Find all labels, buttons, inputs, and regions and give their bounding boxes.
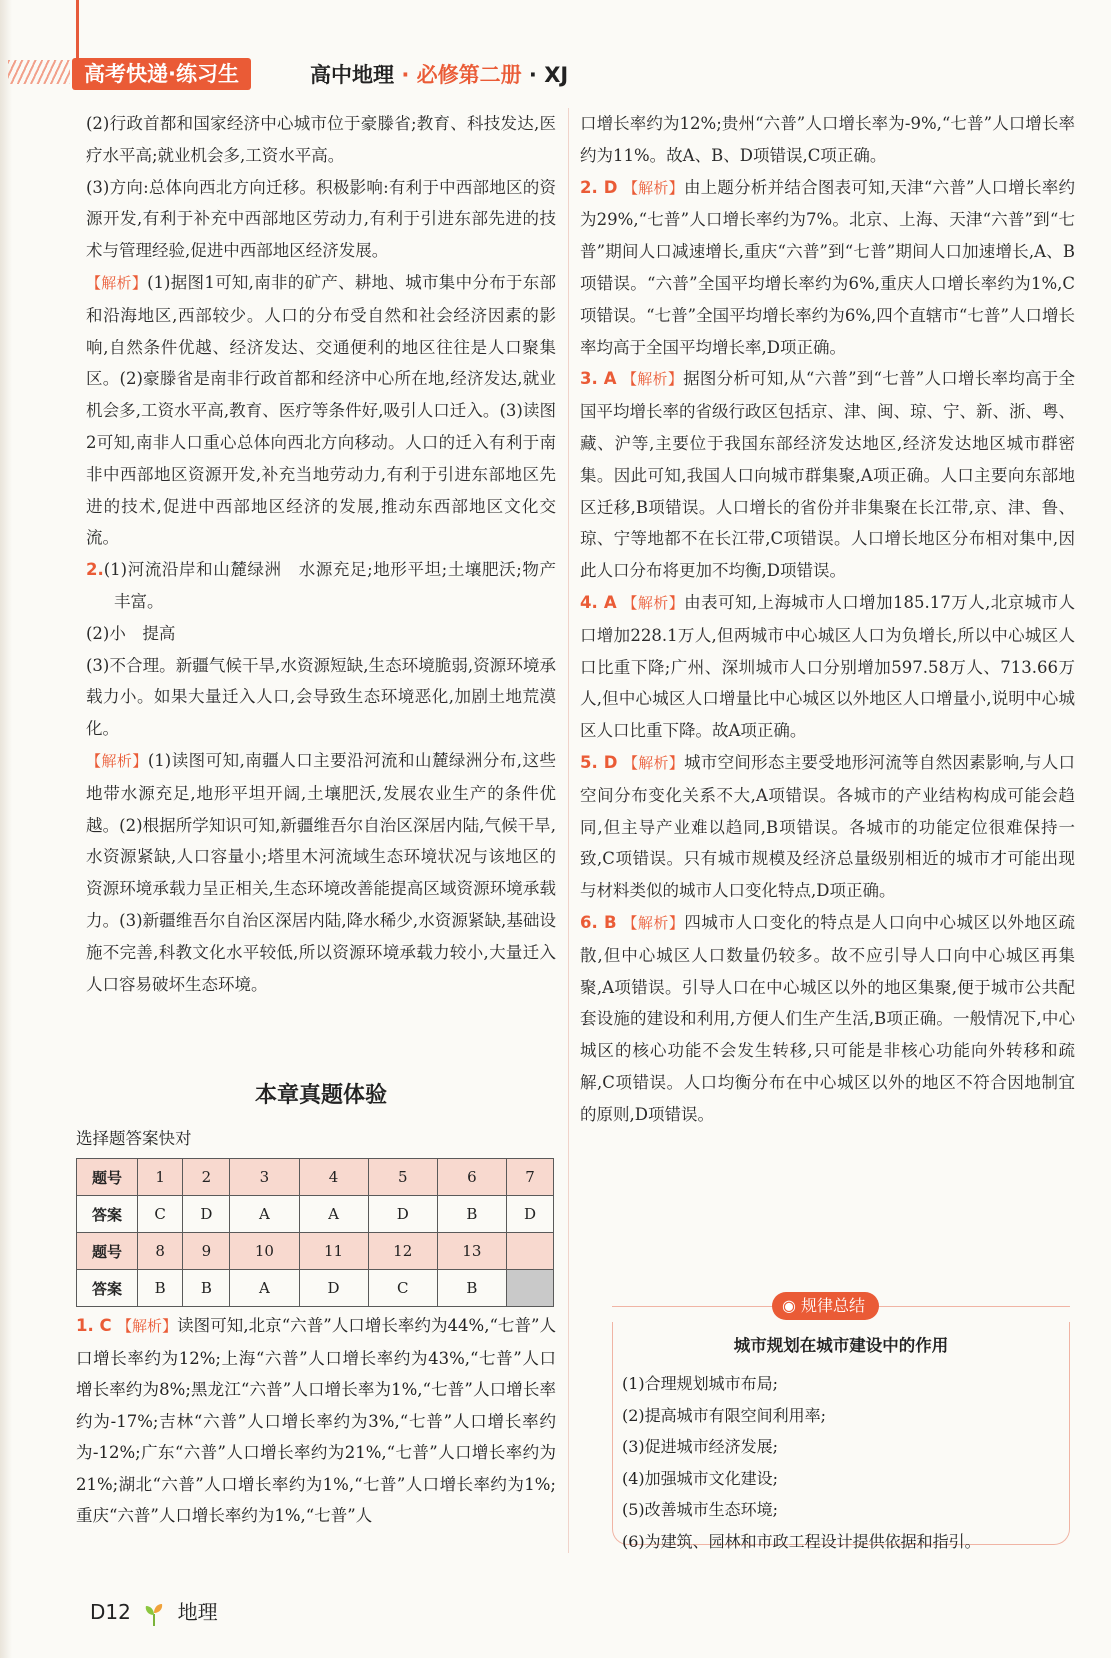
- analysis-tag: 【解析】: [622, 753, 685, 772]
- list-item: (3)促进城市经济发展;: [622, 1437, 779, 1456]
- question-2-analysis: [580, 172, 1075, 364]
- question-2-answer: [86, 554, 556, 618]
- book-label: 必修第二册: [416, 63, 522, 87]
- table-cell: B: [183, 1270, 230, 1307]
- list-item: (1)合理规划城市布局;: [622, 1374, 779, 1393]
- analysis-tag: 【解析】: [86, 273, 148, 292]
- table-empty-cell: [506, 1270, 553, 1307]
- left-column: [86, 108, 556, 1000]
- analysis-tag: 【解析】: [622, 593, 685, 612]
- table-cell: 1: [138, 1159, 183, 1196]
- question-number: 1. C: [76, 1316, 112, 1335]
- list-item: (5)改善城市生态环境;: [622, 1500, 779, 1519]
- table-cell: D: [506, 1196, 553, 1233]
- table-empty-cell: [506, 1233, 553, 1270]
- table-cell: 4: [299, 1159, 368, 1196]
- question-number: 4. A: [580, 592, 617, 612]
- table-cell: 13: [437, 1233, 506, 1270]
- table-cell: D: [368, 1196, 437, 1233]
- paragraph: 口增长率约为12%;贵州“六普”人口增长率为-9%,“七普”人口增长率约为11%。故A、B、D项错误,C项正确。: [580, 114, 1075, 165]
- analysis-text: 据图分析可知,从“六普”到“七普”人口增长率均高于全国平均增长率的省级行政区包括京、津、闽、琼、宁、新、浙、粤、藏、沪等,主要位于我国东部经济发达地区,经济发达地区城市群密集。因此可知,我国人口向城市群集聚,A项正确。人口主要向东部地区迁移,B项错误。人口增长的省份并非集聚在长江带,京、津、鲁、琼、宁等地都不在长江带,C项错误。人口增长地区分布相对集中,因此人口分布将更加不均衡,D项错误。: [580, 369, 1075, 581]
- question-5-analysis: [580, 747, 1075, 907]
- table-cell: 10: [230, 1233, 299, 1270]
- table-cell: A: [230, 1270, 299, 1307]
- header-hatch-decoration: [8, 60, 70, 84]
- page-footer: [90, 1596, 218, 1626]
- table-cell: B: [138, 1270, 183, 1307]
- table-row: [77, 1270, 554, 1307]
- analysis-paragraph: [86, 267, 556, 554]
- analysis-text: (1)读图可知,南疆人口主要沿河流和山麓绿洲分布,这些地带水源充足,地形平坦开阔,土壤肥沃,发展农业生产的条件优越。(2)根据所学知识可知,新疆维吾尔自治区深居内陆,气候干旱,水资源紧缺,人口容量小;塔里木河流域生态环境状况与该地区的资源环境承载力呈正相关,生态环境改善能提高区域资源环境承载力。(3)新疆维吾尔自治区深居内陆,降水稀少,水资源紧缺,基础设施不完善,科教文化水平较低,所以资源环境承载力较小,大量迁入人口容易破坏生态环境。: [86, 750, 556, 994]
- table-row: [77, 1196, 554, 1233]
- table-cell: B: [437, 1196, 506, 1233]
- table-cell: C: [138, 1196, 183, 1233]
- question-number: 2. D: [580, 177, 618, 197]
- table-cell: A: [230, 1196, 299, 1233]
- question-number: 2.: [86, 560, 104, 580]
- table-row: [77, 1233, 554, 1270]
- column-divider: [568, 108, 569, 1553]
- analysis-text: 四城市人口变化的特点是人口向中心城区以外地区疏散,但中心城区人口数量仍较多。故不应引导人口向中心城区再集聚,A项错误。引导人口在中心城区以外的地区集聚,便于城市公共配套设施的建设和利用,方便人们生产生活,B项正确。一般情况下,中心城区的核心功能不会发生转移,只可能是非核心功能向外转移和疏解,C项错误。人口均衡分布在中心城区以外的地区不符合因地制宜的原则,D项错误。: [580, 912, 1075, 1124]
- list-item: (4)加强城市文化建设;: [622, 1468, 779, 1488]
- table-header-cell: 答案: [77, 1270, 138, 1307]
- sprout-icon: [143, 1602, 165, 1626]
- question-number: 6. B: [580, 912, 617, 932]
- summary-badge-label: 规律总结: [801, 1296, 866, 1315]
- table-cell: 11: [299, 1233, 368, 1270]
- analysis-tag: 【解析】: [622, 913, 685, 932]
- question-number: 3. A: [580, 369, 617, 389]
- question-3-analysis: [580, 363, 1075, 587]
- list-item: (6)为建筑、园林和市政工程设计提供依据和指引。: [622, 1531, 981, 1551]
- analysis-paragraph: [86, 745, 556, 1000]
- table-cell: 2: [183, 1159, 230, 1196]
- paragraph: (2)行政首都和国家经济中心城市位于豪滕省;教育、科技发达,医疗水平高;就业机会多,工资水平高。: [86, 114, 556, 165]
- question-6-analysis: [580, 907, 1075, 1131]
- title-separator: ·: [401, 63, 410, 87]
- summary-badge: [772, 1292, 879, 1320]
- question-number: 5. D: [580, 752, 618, 772]
- answer-table: [76, 1158, 554, 1307]
- book-title: [310, 60, 568, 90]
- table-cell: 9: [183, 1233, 230, 1270]
- table-cell: D: [299, 1270, 368, 1307]
- table-cell: 5: [368, 1159, 437, 1196]
- brand-label: 高考快递·练习生: [72, 58, 251, 90]
- table-cell: C: [368, 1270, 437, 1307]
- paragraph: (3)方向:总体向西北方向迁移。积极影响:有利于中西部地区的资源开发,有利于补充中西部地区劳动力,有利于引进东部先进的技术与管理经验,促进中西部地区经济发展。: [86, 177, 556, 261]
- subject-label: 高中地理: [310, 63, 394, 87]
- table-cell: D: [183, 1196, 230, 1233]
- analysis-tag: 【解析】: [86, 751, 148, 770]
- table-cell: B: [437, 1270, 506, 1307]
- table-header-cell: 题号: [77, 1159, 138, 1196]
- analysis-text: 由上题分析并结合图表可知,天津“六普”人口增长率约为29%,“七普”人口增长率约为7%。北京、上海、天津“六普”到“七普”期间人口减速增长,重庆“六普”到“七普”期间人口加速增长,A、B项错误。“六普”全国平均增长率约为6%,重庆人口增长率约为1%,C项错误。“七普”全国平均增长率约为6%,四个直辖市“七普”人口增长率均高于全国平均增长率,D项正确。: [580, 177, 1075, 357]
- answer-table-title: 选择题答案快对: [76, 1129, 192, 1148]
- analysis-tag: 【解析】: [116, 1317, 178, 1335]
- right-column: [580, 108, 1075, 1131]
- page-edge: [0, 0, 12, 1658]
- section-title: 本章真题体验: [254, 1083, 387, 1108]
- table-cell: 8: [138, 1233, 183, 1270]
- analysis-text: 由表可知,上海城市人口增加185.17万人,北京城市人口增加228.1万人,但两城市中心城区人口为负增长,所以中心城区人口比重下降;广州、深圳城市人口分别增加597.58万人、713.66万人,但中心城区人口增量比中心城区以外地区人口增量小,说明中心城区人口比重下降。故A项正确。: [580, 592, 1075, 741]
- analysis-text: (1)据图1可知,南非的矿产、耕地、城市集中分布于东部和沿海地区,西部较少。人口的分布受自然和社会经济因素的影响,自然条件优越、经济发达、交通便利的地区往往是人口聚集区。(2)豪滕省是南非行政首都和经济中心所在地,经济发达,就业机会多,工资水平高,教育、医疗等条件好,吸引人口迁入。(3)读图2可知,南非人口重心总体向西北方向移动。人口的迁入有利于南非中西部地区资源开发,补充当地劳动力,有利于引进东部地区先进的技术,促进中西部地区经济的发展,推动东西部地区文化交流。: [86, 272, 556, 548]
- table-row: [77, 1159, 554, 1196]
- answer-text: (1)河流沿岸和山麓绿洲 水源充足;地形平坦;土壤肥沃;物产丰富。: [103, 560, 556, 611]
- question-4-analysis: [580, 587, 1075, 747]
- paragraph: (2)小 提高: [86, 623, 176, 643]
- table-cell: 3: [230, 1159, 299, 1196]
- table-cell: 6: [437, 1159, 506, 1196]
- summary-icon: ◉: [782, 1296, 802, 1315]
- analysis-tag: 【解析】: [622, 178, 684, 197]
- table-cell: A: [299, 1196, 368, 1233]
- table-header-cell: 题号: [77, 1233, 138, 1270]
- summary-list: [622, 1368, 1062, 1557]
- edition-label: · XJ: [528, 63, 569, 87]
- paragraph: (3)不合理。新疆气候干旱,水资源短缺,生态环境脆弱,资源环境承载力小。如果大量迁入人口,会导致生态环境恶化,加剧土地荒漠化。: [86, 655, 556, 739]
- footer-subject: 地理: [177, 1600, 218, 1624]
- list-item: (2)提高城市有限空间利用率;: [622, 1405, 827, 1425]
- analysis-text: 读图可知,北京“六普”人口增长率约为44%,“七普”人口增长率约为12%;上海“六普”人口增长率约为43%,“七普”人口增长率约为8%;黑龙江“六普”人口增长率为1%,“七普”人口增长率约为-17%;吉林“六普”人口增长率约为3%,“七普”人口增长率约为-12%;广东“六普”人口增长率约为21%,“七普”人口增长率约为21%;湖北“六普”人口增长率约为1%,“七普”人口增长率约为1%;重庆“六普”人口增长率约为1%,“七普”人: [76, 1316, 557, 1525]
- page-number: D12: [90, 1600, 131, 1624]
- table-cell: 7: [506, 1159, 553, 1196]
- summary-heading: 城市规划在城市建设中的作用: [733, 1336, 949, 1355]
- question-1-analysis: [76, 1310, 556, 1532]
- analysis-tag: 【解析】: [622, 370, 684, 389]
- table-cell: 12: [368, 1233, 437, 1270]
- analysis-text: 城市空间形态主要受地形河流等自然因素影响,与人口空间分布变化关系不大,A项错误。各城市的产业结构构成可能会趋同,但主导产业难以趋同,B项错误。各城市的功能定位很难保持一致,C项错误。只有城市规模及经济总量级别相近的城市才可能出现与材料类似的城市人口变化特点,D项正确。: [580, 752, 1075, 901]
- table-header-cell: 答案: [77, 1196, 138, 1233]
